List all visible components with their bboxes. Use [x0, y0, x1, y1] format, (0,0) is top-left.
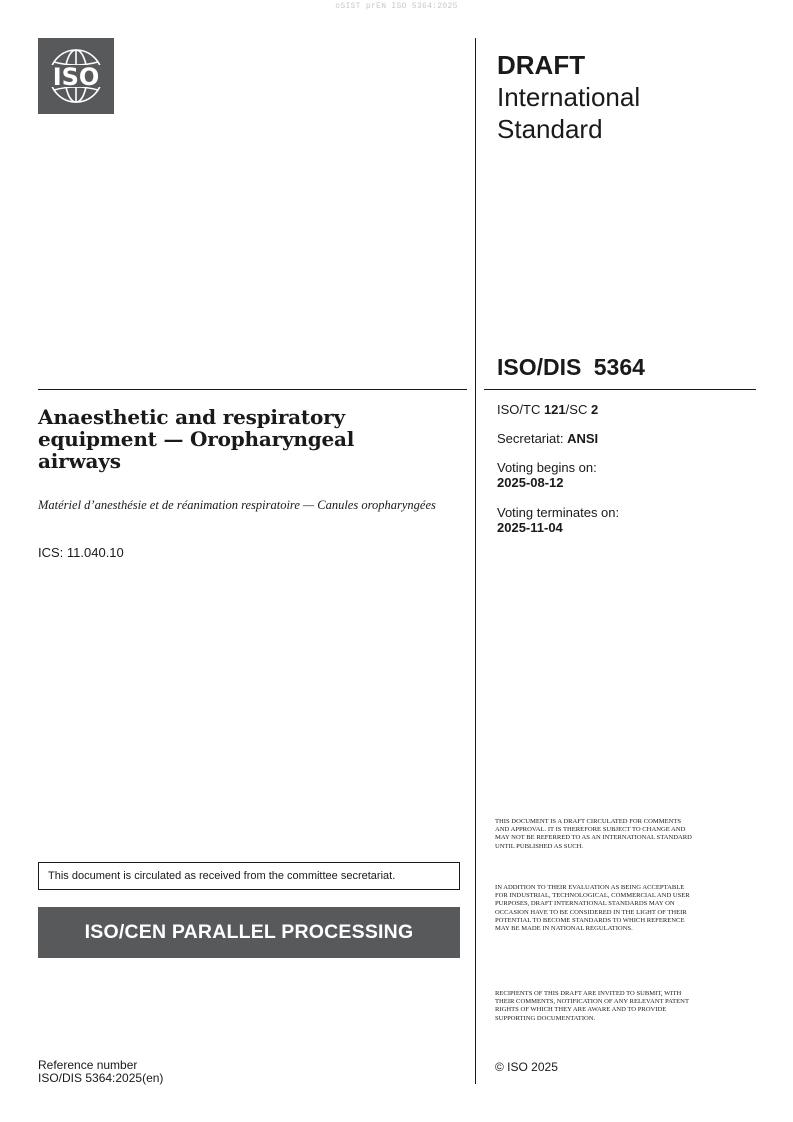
standard-number: ISO/DIS 5364	[497, 354, 645, 380]
disclaimer-paragraph-1: THIS DOCUMENT IS A DRAFT CIRCULATED FOR COMMENTS AND APPROVAL. IT IS THEREFORE SUBJECT TO CHANGE AND MAY NOT BE REFERRED TO AS AN INTERNATIONAL STANDARD UNTIL PUBLISHED AS SUCH.	[495, 818, 692, 850]
logo-text: ISO	[52, 63, 100, 91]
status-draft: DRAFT	[497, 50, 586, 80]
reference-label: Reference number	[38, 1058, 138, 1072]
secretariat-info	[497, 431, 598, 446]
committee-sc: 2	[590, 402, 599, 417]
reference-number	[38, 1059, 163, 1085]
document-watermark: oSIST prEN ISO 5364:2025	[335, 2, 458, 11]
vertical-divider	[475, 38, 476, 1084]
circulated-note: This document is circulated as received from the committee secretariat.	[38, 862, 460, 890]
committee-tc: 121	[543, 402, 566, 417]
disclaimer-paragraph-3: RECIPIENTS OF THIS DRAFT ARE INVITED TO SUBMIT, WITH THEIR COMMENTS, NOTIFICATION OF ANY RELEVANT PATENT RIGHTS OF WHICH THEY ARE AWARE AND TO PROVIDE SUPPORTING DOCUMENTATION.	[495, 990, 689, 1022]
committee-info	[497, 402, 598, 417]
left-horizontal-rule	[38, 389, 467, 390]
voting-terminates	[497, 505, 619, 535]
title-french: Matériel d’anesthésie et de réanimation respiratoire — Canules oropharyngées	[38, 498, 436, 512]
voting-begins	[497, 460, 597, 490]
reference-value: ISO/DIS 5364:2025(en)	[38, 1071, 164, 1085]
right-horizontal-rule	[484, 389, 756, 390]
iso-logo	[38, 38, 114, 114]
voting-terminates-label: Voting terminates on:	[497, 505, 620, 520]
voting-begins-label: Voting begins on:	[497, 460, 597, 475]
committee-mid: /SC	[565, 402, 591, 417]
parallel-processing-banner: ISO/CEN PARALLEL PROCESSING	[38, 907, 460, 958]
copyright-notice: © ISO 2025	[495, 1060, 558, 1074]
iso-globe-logo-icon	[38, 38, 114, 114]
title-english: Anaesthetic and respiratory equipment — Oropharyngeal airways	[38, 405, 355, 473]
disclaimer-paragraph-2: IN ADDITION TO THEIR EVALUATION AS BEING ACCEPTABLE FOR INDUSTRIAL, TECHNOLOGICAL, COMMERCIAL AND USER PURPOSES, DRAFT INTERNATIONAL STANDARDS MAY ON OCCASION HAVE TO BE CONSIDERED IN THE LIGHT OF THEIR POTENTIAL TO BECOME STANDARDS TO WHICH REFERENCE MAY BE MADE IN NATIONAL REGULATIONS.	[495, 884, 690, 933]
secretariat-label: Secretariat:	[497, 431, 568, 446]
ics-code: ICS: 11.040.10	[38, 545, 124, 560]
voting-begins-date: 2025-08-12	[497, 475, 564, 490]
secretariat-value: ANSI	[567, 431, 599, 446]
status-standard: Standard	[497, 114, 603, 144]
status-international: International	[497, 82, 641, 112]
voting-terminates-date: 2025-11-04	[497, 520, 563, 535]
committee-prefix: ISO/TC	[497, 402, 544, 417]
document-status	[497, 49, 640, 145]
